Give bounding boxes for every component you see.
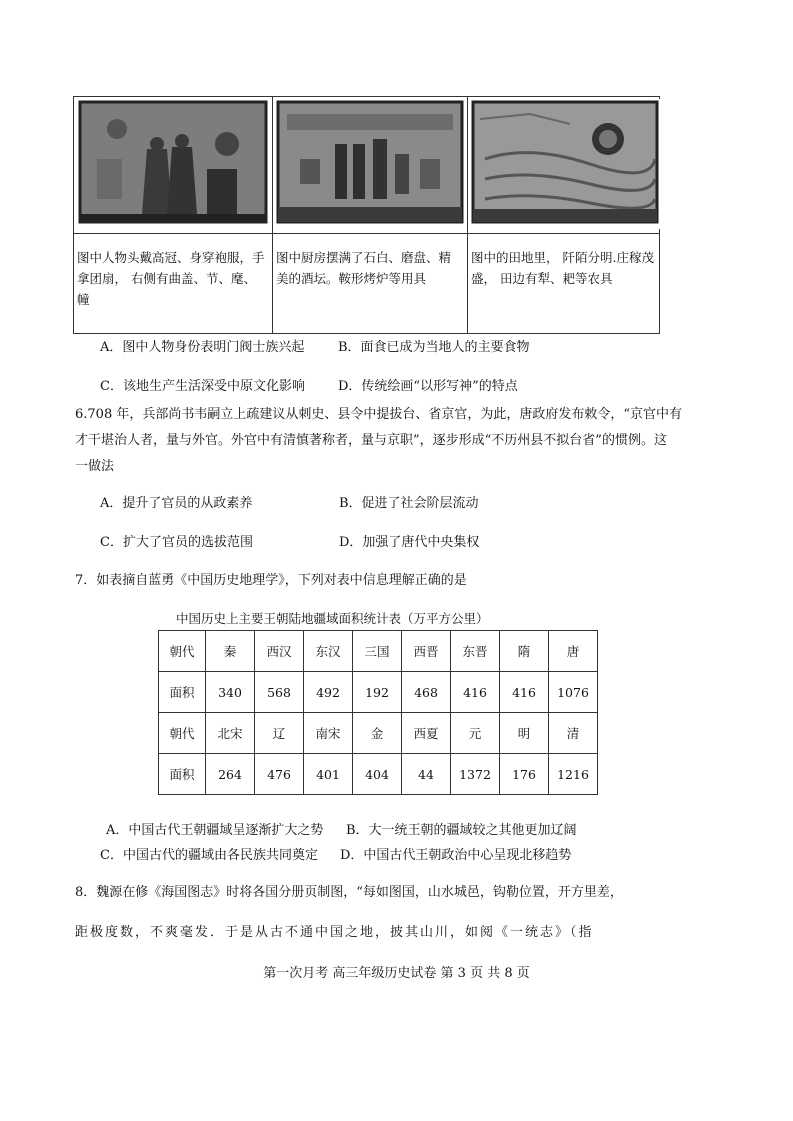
q8-stem-line-2: 距极度数，不爽毫发．于是从古不通中国之地，披其山川，如阅《一统志》（指: [75, 925, 594, 940]
table-cell: 西汉: [255, 631, 304, 672]
table-cell: 金: [353, 713, 402, 754]
table-cell: 面积: [159, 754, 206, 795]
q6-stem-line-2: 才干堪治人者，量与外官。外官中有清慎著称者，量与京职”，逐步形成“不历州县不拟台省”的惯例。这: [75, 433, 667, 448]
table-cell: 568: [255, 672, 304, 713]
table-cell: 北宋: [206, 713, 255, 754]
table-cell: 三国: [353, 631, 402, 672]
table-row: [159, 713, 598, 754]
q5-option-c: C．该地生产生活深受中原文化影响: [100, 379, 305, 394]
table-cell: 476: [255, 754, 304, 795]
table-cell: 隋: [500, 631, 549, 672]
table-cell: 唐: [549, 631, 598, 672]
mural-image-figures: [77, 99, 269, 229]
table-cell: 1372: [451, 754, 500, 795]
mural-image-kitchen: [275, 99, 465, 229]
table-cell: 清: [549, 713, 598, 754]
table-cell: 元: [451, 713, 500, 754]
table-cell: 西夏: [402, 713, 451, 754]
table-cell: 468: [402, 672, 451, 713]
table-cell: 264: [206, 754, 255, 795]
q5-option-d: D．传统绘画“以形写神”的特点: [338, 379, 518, 394]
q7-option-b: B．大一统王朝的疆域较之其他更加辽阔: [346, 823, 577, 838]
table-cell: 416: [451, 672, 500, 713]
image-caption-3: 图中的田地里， 阡陌分明.庄稼茂盛， 田边有犁、耙等农具: [471, 250, 654, 286]
table-cell: 1076: [549, 672, 598, 713]
table-cell: 401: [304, 754, 353, 795]
q5-option-a: A．图中人物身份表明门阀士族兴起: [100, 340, 305, 355]
table-cell: 东汉: [304, 631, 353, 672]
image-table: [73, 96, 660, 334]
q6-stem-line-1: 6.708 年，兵部尚书韦嗣立上疏建议从刺史、县令中提拔台、省京官，为此，唐政府发布敕令，“京官中有: [75, 407, 682, 422]
q6-option-c: C．扩大了官员的选拔范围: [100, 535, 253, 550]
table-cell: 秦: [206, 631, 255, 672]
table-cell: 340: [206, 672, 255, 713]
q7-option-d: D．中国古代王朝政治中心呈现北移趋势: [340, 848, 572, 863]
mural-image-fields: [470, 99, 660, 229]
q6-option-b: B．促进了社会阶层流动: [339, 496, 479, 511]
image-caption-1: 图中人物头戴高冠、身穿袍服，手拿团扇， 右侧有曲盖、节、麾、幢: [77, 250, 265, 307]
table-cell: 东晋: [451, 631, 500, 672]
page-footer: 第一次月考 高三年级历史试卷 第 3 页 共 8 页: [263, 966, 530, 981]
table-cell: 西晋: [402, 631, 451, 672]
table-cell: 492: [304, 672, 353, 713]
dynasty-area-table: [158, 630, 598, 795]
table-cell: 1216: [549, 754, 598, 795]
table-row: [159, 631, 598, 672]
table-cell: 44: [402, 754, 451, 795]
image-caption-2: 图中厨房摆满了石白、磨盘、精美的酒坛。鞍形烤炉等用具: [276, 250, 452, 286]
q7-option-c: C．中国古代的疆域由各民族共同奠定: [100, 848, 318, 863]
table-cell: 南宋: [304, 713, 353, 754]
table-cell: 朝代: [159, 713, 206, 754]
table-cell: 176: [500, 754, 549, 795]
table-cell: 面积: [159, 672, 206, 713]
q6-stem-line-3: 一做法: [75, 459, 115, 474]
table-cell: 404: [353, 754, 402, 795]
table-cell: 明: [500, 713, 549, 754]
table-cell: 192: [353, 672, 402, 713]
q7-stem: 7．如表摘自蓝勇《中国历史地理学》，下列对表中信息理解正确的是: [75, 573, 467, 588]
q5-option-b: B．面食已成为当地人的主要食物: [338, 340, 530, 355]
table-cell: 辽: [255, 713, 304, 754]
q8-stem-line-1: 8．魏源在修《海国图志》时将各国分册页制图，“每如图国，山水城邑，钩勒位置，开方里差，: [75, 885, 623, 900]
q6-option-a: A．提升了官员的从政素养: [100, 496, 253, 511]
q7-option-a: A．中国古代王朝疆域呈逐渐扩大之势: [106, 823, 324, 838]
table-cell: 朝代: [159, 631, 206, 672]
table-row: [159, 754, 598, 795]
area-table-title: 中国历史上主要王朝陆地疆域面积统计表（万平方公里）: [176, 611, 489, 626]
table-cell: 416: [500, 672, 549, 713]
q6-option-d: D．加强了唐代中央集权: [339, 535, 480, 550]
table-row: [159, 672, 598, 713]
